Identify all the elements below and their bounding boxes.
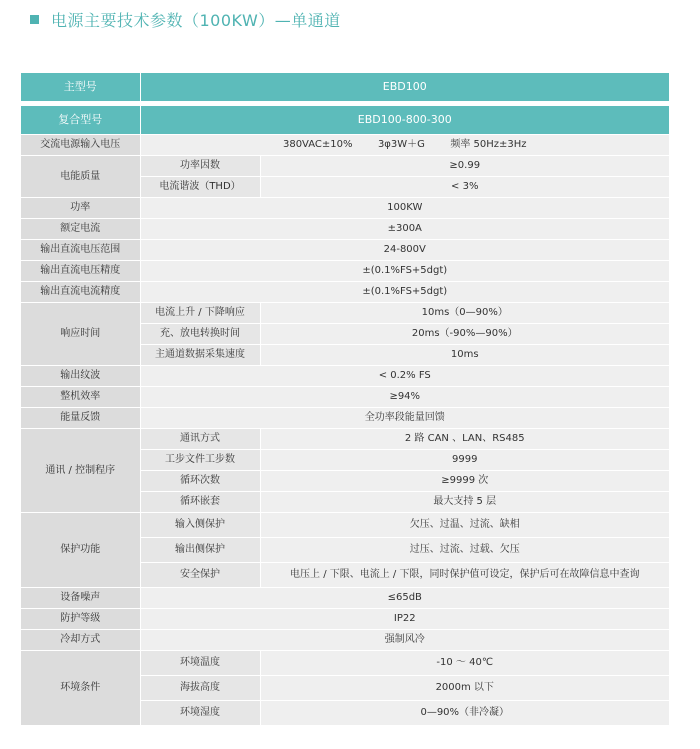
row-value: 最大支持 5 层 [260, 492, 669, 513]
table-row [21, 609, 669, 630]
row-value: 全功率段能量回馈 [140, 408, 669, 429]
page-title: 电源主要技术参数（100KW）—单通道 [51, 10, 341, 30]
group-label: 响应时间 [21, 303, 140, 366]
table-row [21, 282, 669, 303]
row-value: < 0.2% FS [140, 366, 669, 387]
sub-label: 循环次数 [140, 471, 260, 492]
sub-label: 通讯方式 [140, 429, 260, 450]
table-row [21, 219, 669, 240]
table-row [21, 240, 669, 261]
row-label: 防护等级 [21, 609, 140, 630]
group-label: 保护功能 [21, 513, 140, 588]
header-label: 主型号 [21, 73, 140, 102]
table-row [21, 366, 669, 387]
row-value: < 3% [260, 177, 669, 198]
row-value: ±300A [140, 219, 669, 240]
table-row [21, 303, 669, 324]
row-value: 电压上 / 下限、电流上 / 下限，同时保护值可设定，保护后可在故障信息中查询 [260, 563, 669, 588]
row-value: -10 ～ 40℃ [260, 651, 669, 676]
table-row [21, 106, 669, 135]
table-row [21, 513, 669, 538]
table-row [21, 135, 669, 156]
table-row [21, 630, 669, 651]
row-value: 20ms（-90%—90%） [260, 324, 669, 345]
row-value: 0—90%（非冷凝） [260, 701, 669, 726]
row-value: IP22 [140, 609, 669, 630]
header-value: EBD100-800-300 [140, 106, 669, 135]
row-value: ±(0.1%FS+5dgt) [140, 282, 669, 303]
sub-label: 环境湿度 [140, 701, 260, 726]
table-row [21, 429, 669, 450]
row-value: 2 路 CAN 、LAN、RS485 [260, 429, 669, 450]
sub-label: 输入侧保护 [140, 513, 260, 538]
header-label: 复合型号 [21, 106, 140, 135]
row-value: 过压、过流、过载、欠压 [260, 538, 669, 563]
sub-label: 输出侧保护 [140, 538, 260, 563]
sub-label: 安全保护 [140, 563, 260, 588]
row-value: ±(0.1%FS+5dgt) [140, 261, 669, 282]
table-row [21, 651, 669, 676]
row-value: ≥94% [140, 387, 669, 408]
sub-label: 电流谐波（THD） [140, 177, 260, 198]
section-title [30, 7, 341, 31]
row-value: 380VAC±10% 3φ3W＋G 频率 50Hz±3Hz [140, 135, 669, 156]
row-value: 100KW [140, 198, 669, 219]
row-label: 能量反馈 [21, 408, 140, 429]
row-value: 24-800V [140, 240, 669, 261]
table-row [21, 408, 669, 429]
row-label: 设备噪声 [21, 588, 140, 609]
header-value: EBD100 [140, 73, 669, 102]
sub-label: 功率因数 [140, 156, 260, 177]
sub-label: 环境温度 [140, 651, 260, 676]
row-value: ≥0.99 [260, 156, 669, 177]
row-label: 整机效率 [21, 387, 140, 408]
row-label: 功率 [21, 198, 140, 219]
table-row [21, 588, 669, 609]
row-label: 输出纹波 [21, 366, 140, 387]
spec-table [21, 73, 669, 726]
row-value: 10ms [260, 345, 669, 366]
table-row [21, 156, 669, 177]
row-label: 输出直流电压范围 [21, 240, 140, 261]
row-value: ≥9999 次 [260, 471, 669, 492]
sub-label: 充、放电转换时间 [140, 324, 260, 345]
row-label: 输出直流电流精度 [21, 282, 140, 303]
title-square-icon [30, 15, 39, 24]
row-value: 强制风冷 [140, 630, 669, 651]
group-label: 通讯 / 控制程序 [21, 429, 140, 513]
group-label: 电能质量 [21, 156, 140, 198]
table-row [21, 198, 669, 219]
row-label: 输出直流电压精度 [21, 261, 140, 282]
row-value: ≤65dB [140, 588, 669, 609]
table-row [21, 387, 669, 408]
row-value: 10ms（0—90%） [260, 303, 669, 324]
row-value: 欠压、过温、过流、缺相 [260, 513, 669, 538]
sub-label: 海拔高度 [140, 676, 260, 701]
sub-label: 循环嵌套 [140, 492, 260, 513]
sub-label: 电流上升 / 下降响应 [140, 303, 260, 324]
row-value: 2000m 以下 [260, 676, 669, 701]
sub-label: 工步文件工步数 [140, 450, 260, 471]
table-row [21, 73, 669, 102]
row-label: 交流电源输入电压 [21, 135, 140, 156]
row-label: 额定电流 [21, 219, 140, 240]
row-label: 冷却方式 [21, 630, 140, 651]
table-row [21, 261, 669, 282]
row-value: 9999 [260, 450, 669, 471]
sub-label: 主通道数据采集速度 [140, 345, 260, 366]
group-label: 环境条件 [21, 651, 140, 726]
